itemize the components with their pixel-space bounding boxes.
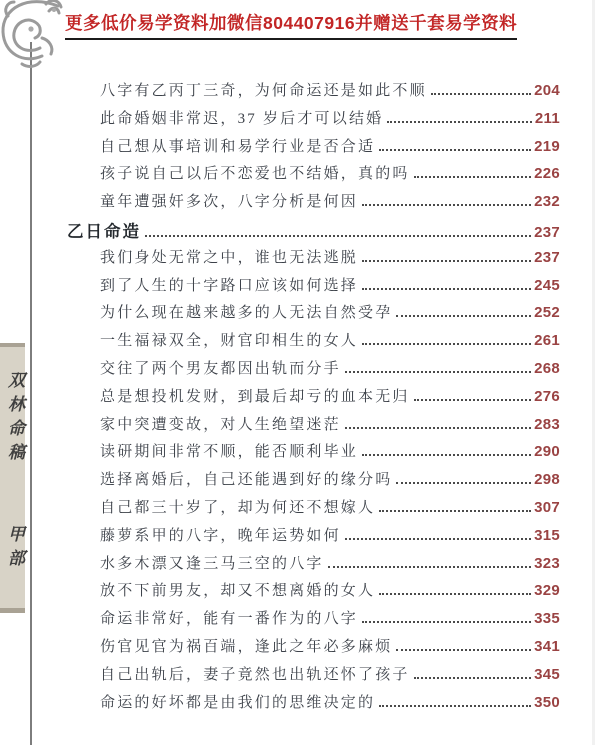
dot-leader	[362, 343, 531, 345]
page-number: 245	[534, 276, 560, 294]
dot-leader	[345, 371, 531, 373]
toc-row	[67, 413, 560, 441]
dot-leader	[362, 621, 531, 623]
toc-entry-title: 此命婚姻非常迟，37 岁后才可以结婚	[100, 110, 384, 127]
toc-row	[67, 135, 560, 163]
toc-row	[67, 440, 560, 468]
dot-leader	[362, 204, 531, 206]
page-number: 226	[534, 165, 560, 183]
page-number: 237	[534, 248, 560, 266]
page-number: 345	[534, 665, 560, 683]
dot-leader	[379, 510, 531, 512]
toc-entry-title: 为什么现在越来越多的人无法自然受孕	[100, 305, 393, 322]
page-number: 252	[534, 304, 560, 322]
toc-row	[67, 79, 560, 107]
toc-entry-title: 童年遭强奸多次，八字分析是何因	[100, 194, 359, 211]
toc-entry-title: 选择离婚后，自己还能遇到好的缘分吗	[100, 472, 393, 489]
dot-leader	[362, 454, 531, 456]
toc-row	[67, 552, 560, 580]
left-vertical-rule	[30, 42, 32, 745]
toc-row	[67, 691, 560, 719]
toc-entry-title: 伤官见官为祸百端，逢此之年必多麻烦	[100, 638, 393, 655]
toc-entry-title: 交往了两个男友都因出轨而分手	[100, 360, 341, 377]
page-number: 219	[534, 137, 560, 155]
toc-section-row	[67, 218, 560, 246]
toc-entry-title: 命运的好坏都是由我们的思维决定的	[100, 694, 376, 711]
spine-strip	[0, 343, 25, 613]
page-number: 232	[534, 193, 560, 211]
spine-volume: 甲部	[5, 525, 24, 573]
page-number: 211	[534, 109, 560, 127]
toc-entry-title: 到了人生的十字路口应该如何选择	[100, 277, 359, 294]
page-number: 261	[534, 332, 560, 350]
toc-row	[67, 635, 560, 663]
toc-entry-title: 水多木漂又逢三马三空的八字	[100, 555, 324, 572]
page-number: 290	[534, 443, 560, 461]
toc-section-title: 乙日命造	[67, 221, 141, 241]
toc-entry-title: 命运非常好，能有一番作为的八字	[100, 611, 359, 628]
page-number: 341	[534, 637, 560, 655]
dot-leader	[414, 677, 531, 679]
toc-row	[67, 301, 560, 329]
page-number: 335	[534, 610, 560, 628]
page-number: 204	[534, 82, 560, 99]
banner-text: 更多低价易学资料加微信804407916并赠送千套易学资料	[65, 10, 517, 40]
toc-entry-title: 总是想投机发财，到最后却亏的血本无归	[100, 388, 410, 405]
page-number: 298	[534, 471, 560, 489]
dot-leader	[362, 260, 531, 262]
toc-row	[67, 496, 560, 524]
dot-leader	[345, 538, 531, 540]
toc-entry-title: 读研期间非常不顺，能否顺利毕业	[100, 444, 359, 461]
dot-leader	[379, 705, 531, 707]
page-number: 350	[534, 693, 560, 711]
dot-leader	[396, 649, 531, 651]
toc-entry-title: 自己都三十岁了，却为何还不想嫁人	[100, 499, 376, 516]
toc-entry-title: 放不下前男友，却又不想离婚的女人	[100, 583, 376, 600]
dot-leader	[396, 315, 531, 317]
toc-row	[67, 107, 560, 135]
toc-entry-title: 我们身处无常之中，谁也无法逃脱	[100, 249, 359, 266]
toc-row	[67, 162, 560, 190]
toc-row	[67, 468, 560, 496]
toc-row	[67, 607, 560, 635]
toc-row	[67, 385, 560, 413]
spine-title: 双林命稿	[5, 371, 24, 467]
toc-entry-title: 自己出轨后，妻子竟然也出轨还怀了孩子	[100, 666, 410, 683]
toc-list	[67, 79, 560, 718]
dot-leader	[379, 593, 531, 595]
page-number: 276	[534, 387, 560, 405]
page-number: 315	[534, 526, 560, 544]
toc-entry-title: 八字有乙丙丁三奇，为何命运还是如此不顺	[100, 83, 427, 99]
toc-row	[67, 246, 560, 274]
toc-row	[67, 524, 560, 552]
toc-entry-title: 藤萝系甲的八字，晚年运势如何	[100, 527, 341, 544]
page-number: 307	[534, 498, 560, 516]
page-number: 237	[534, 223, 560, 241]
toc-row	[67, 663, 560, 691]
dot-leader	[145, 235, 531, 237]
dot-leader	[414, 399, 531, 401]
dot-leader	[345, 427, 531, 429]
page-number: 268	[534, 359, 560, 377]
dragon-logo-icon	[0, 0, 68, 72]
page-number: 323	[534, 554, 560, 572]
toc-row	[67, 274, 560, 302]
toc-row	[67, 579, 560, 607]
toc-row	[67, 190, 560, 218]
dot-leader	[414, 176, 531, 178]
dot-leader	[328, 566, 531, 568]
toc-entry-title: 孩子说自己以后不恋爱也不结婚，真的吗	[100, 166, 410, 183]
toc-row	[67, 357, 560, 385]
dot-leader	[396, 482, 531, 484]
toc-entry-title: 一生福禄双全，财官印相生的女人	[100, 333, 359, 350]
dot-leader	[379, 149, 531, 151]
toc-row	[67, 329, 560, 357]
dot-leader	[362, 288, 531, 290]
page-number: 283	[534, 415, 560, 433]
dot-leader	[387, 121, 532, 123]
toc-entry-title: 自己想从事培训和易学行业是否合适	[100, 138, 376, 155]
dot-leader	[431, 93, 531, 95]
toc-entry-title: 家中突遭变故，对人生绝望迷茫	[100, 416, 341, 433]
page-number: 329	[534, 582, 560, 600]
scan-edge-shadow	[592, 0, 595, 745]
banner	[65, 10, 605, 40]
